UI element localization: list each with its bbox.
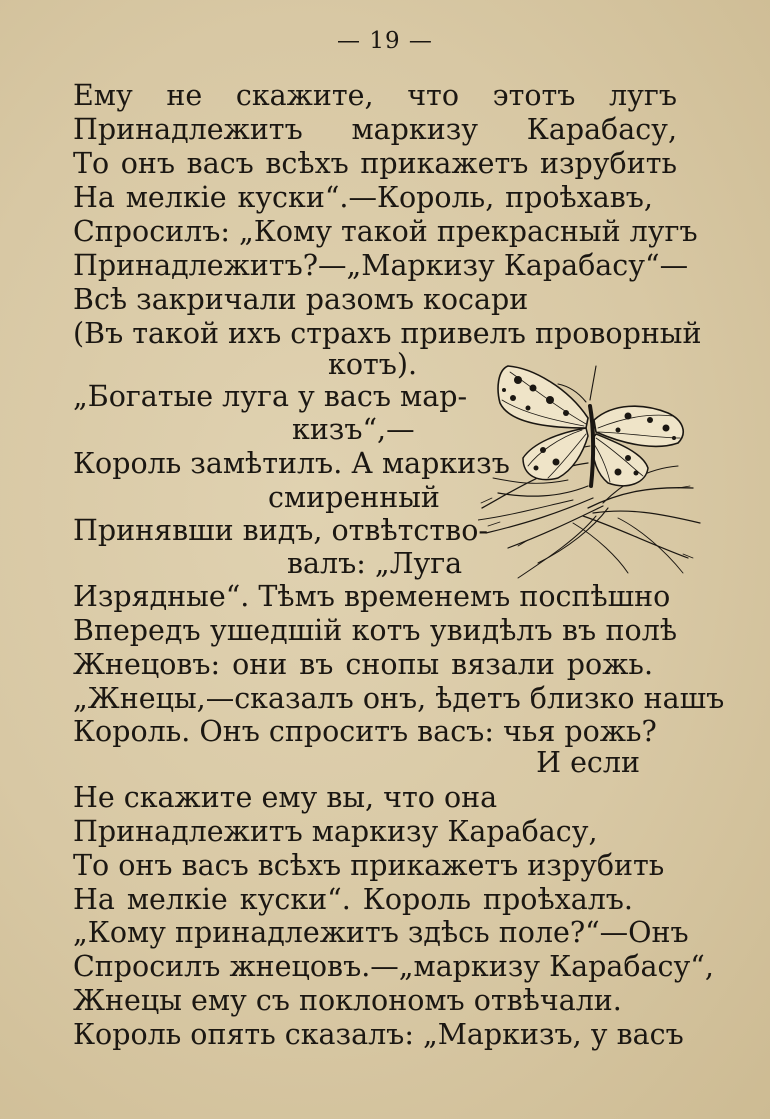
text-line: Король замѣтилъ. А маркизъ [73,447,510,480]
text-line: котъ). [328,348,418,381]
text-line: „Богатые луга у васъ мар- [73,380,468,413]
text-line: Впередъ ушедшій котъ увидѣлъ въ полѣ [73,614,677,647]
text-line: Принявши видъ, отвѣтство- [73,514,488,547]
text-line: Спросилъ жнецовъ.—„маркизу Карабасу“, [73,950,714,983]
text-line: Принадлежитъ?—„Маркизу Карабасу“— [73,249,689,282]
text-line: На мелкіе куски“.—Король, проѣхавъ, [73,181,653,214]
text-line: валъ: „Луга [287,547,463,580]
text-line: Жнецы ему съ поклономъ отвѣчали. [73,984,622,1017]
text-line: Ему не скажите, что этотъ лугъ [73,79,677,112]
text-line: (Въ такой ихъ страхъ привелъ проворный [73,317,702,350]
text-line: Не скажите ему вы, что она [73,781,498,814]
text-line: Принадлежитъ маркизу Карабасу, [73,815,598,848]
text-line: На мелкіе куски“. Король проѣхалъ. [73,883,633,916]
text-line: „Жнецы,—сказалъ онъ, ѣдетъ близко нашъ [73,682,725,715]
text-line: кизъ“,— [292,413,415,446]
text-line: То онъ васъ всѣхъ прикажетъ изрубить [73,147,677,180]
text-line: Всѣ закричали разомъ косари [73,283,529,316]
text-line: И если [536,746,640,779]
text-line: Изрядные“. Тѣмъ временемъ поспѣшно [73,580,671,613]
text-line: Спросилъ: „Кому такой прекрасный лугъ [73,215,698,248]
page-number: — 19 — [337,28,433,54]
text-line: Жнецовъ: они въ снопы вязали рожь. [73,648,653,681]
text-line: „Кому принадлежитъ здѣсь поле?“—Онъ [73,916,689,949]
text-line: Король опять сказалъ: „Маркизъ, у васъ [73,1018,684,1051]
butterfly-illustration [478,358,704,580]
text-line: Принадлежитъ маркизу Карабасу, [73,113,677,146]
text-line: То онъ васъ всѣхъ прикажетъ изрубить [73,849,665,882]
text-line: Король. Онъ спроситъ васъ: чья рожь? [73,715,657,748]
text-line: смиренный [268,481,440,514]
